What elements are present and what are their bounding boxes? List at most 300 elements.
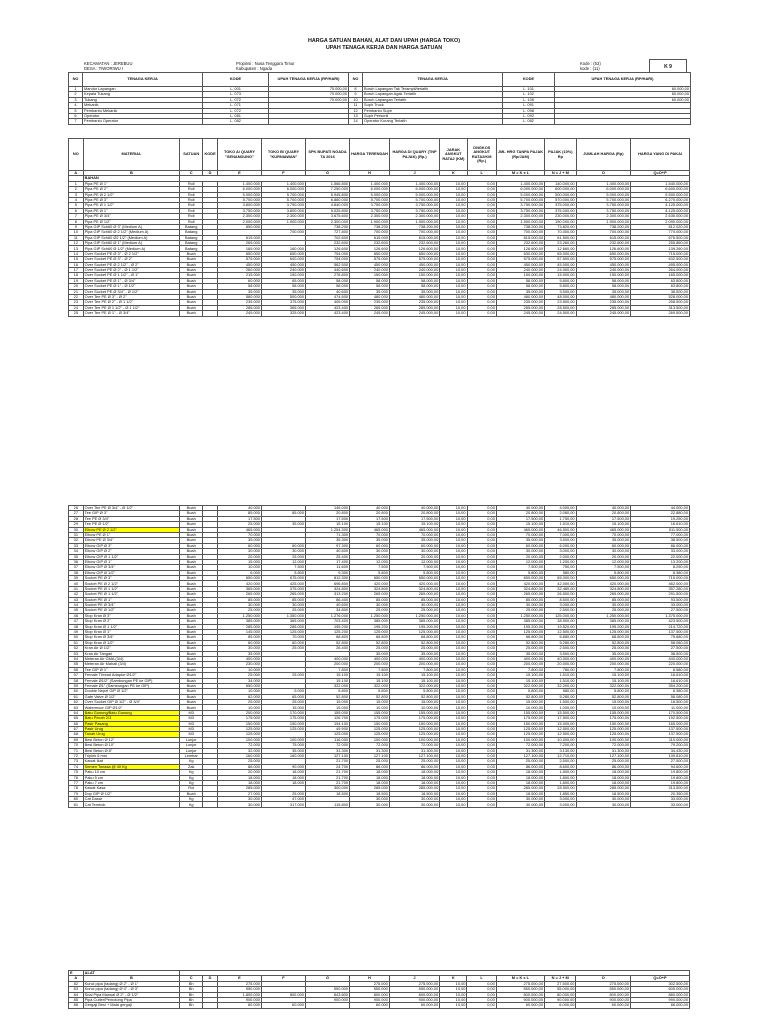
material-cell: 175.000 [217,716,261,721]
material-cell: 580.000 [217,294,261,299]
material-cell: 25.000 [261,608,305,613]
material-cell: 10.000,00 [576,705,631,710]
material-cell: Buah [180,532,203,537]
material-cell: Batang [180,241,203,246]
material-cell: 10,00 [440,192,467,197]
material-cell: 139.260,00 [631,246,690,251]
material-cell: 15.000 [306,700,350,705]
material-cell: 38.500,00 [631,651,690,656]
material-cell: 70.000 [350,532,390,537]
material-cell: 0,00 [467,662,496,667]
material-cell: 25.000 [350,608,390,613]
material-cell: Rol [180,786,203,791]
material-cell: 10,00 [440,511,467,516]
material-cell: 58.000,00 [496,284,544,289]
material-cell: 15.100 [306,678,350,683]
material-cell: 18.500 [306,791,350,796]
material-cell: Over Socket PE Ø 2 1/2" - Ø 2" [83,262,180,267]
labor-h-upah2: UPAH TENAGA KERJA (RP/HARI) [555,73,691,87]
material-cell: 700.000,00 [389,230,439,235]
material-cell: 16.610,00 [631,522,690,527]
material-cell: 190.000,00 [545,219,576,224]
material-cell [203,311,218,316]
material-cell: Semen Tonasa @ 40 Kg [83,764,180,769]
material-cell [203,802,218,807]
labor-code: L. 082 [503,119,555,124]
material-cell: 52.800,00 [496,694,544,699]
material-cell: 5.700.000 [350,197,390,202]
material-cell: 20.000,00 [389,554,439,559]
material-cell: 0,00 [467,565,496,570]
labor-wage: 70.000,00 [269,97,349,102]
labor-code: L. 071 [203,103,269,108]
material-cell: 385.000,00 [389,619,439,624]
material-cell: 30.000,00 [389,797,439,802]
material-cell: 12.710,00 [545,753,576,758]
material-cell: Kg [180,797,203,802]
material-cell: 20.800 [306,511,350,516]
material-cell: 650.000,00 [576,576,631,581]
material-cell: 0,00 [467,678,496,683]
labor-h-no2: NO [349,73,363,87]
material-cell: 25.000 [350,646,390,651]
material-cell: 58.000 [217,284,261,289]
material-cell: 650.000 [217,576,261,581]
material-cell: 86.400 [306,597,350,602]
material-cell: 0,00 [467,629,496,634]
material-cell: 63 [69,705,84,710]
material-cell: 200.000 [350,662,390,667]
material-cell: 7.500 [261,565,305,570]
material-cell: 0,00 [467,251,496,256]
material-cell: 35 [69,554,84,559]
material-cell: 35.000 [261,289,305,294]
material-cell: Roll [180,197,203,202]
material-cell: 480.000 [350,294,390,299]
material-cell: 27.500,00 [545,981,576,986]
material-cell: 40.600 [306,549,350,554]
material-cell: 30.000 [217,603,261,608]
material-cell: 7.500,00 [576,565,631,570]
material-cell: 195.200,00 [576,624,631,629]
material-cell: 6.000 [217,570,261,575]
material-cell: 7.800 [306,667,350,672]
material-cell: Over Socket PE Ø 1" - Ø 1/2" [83,284,180,289]
material-cell: 74 [69,764,84,769]
labor-h-kode: KODE [203,73,269,87]
material-cell: 615.000 [350,235,390,240]
material-cell: 10,00 [440,538,467,543]
column-letter: F [261,171,305,176]
material-cell: 900.000,00 [496,997,544,1002]
material-cell: 15.000,00 [496,700,544,705]
material-cell: 5 [69,203,84,208]
material-cell: 10,00 [440,208,467,213]
material-cell: 450.000,00 [389,262,439,267]
material-cell: M3 [180,710,203,715]
material-cell: 1.200,00 [545,559,576,564]
material-cell: 1.000,00 [545,705,576,710]
material-cell: 30.000 [217,802,261,807]
material-cell: 83 [69,987,84,992]
material-cell: Elbow GIP Ø 3" [83,543,180,548]
material-cell: 10.000 [350,705,390,710]
material-cell: 86.000,00 [576,764,631,769]
material-cell: 3.500,00 [545,538,576,543]
material-cell: 5.800,00 [496,570,544,575]
material-cell: 2.500,00 [545,759,576,764]
material-cell: 18.500,00 [389,791,439,796]
material-cell: 400.000,00 [389,656,439,661]
labor-no: 13 [349,113,363,118]
section-alat-label: ALAT [83,971,179,976]
material-cell: Stop Kran Ø 1/2" [83,640,180,645]
labor-code: L. 072 [203,97,269,102]
material-cell: 126.600 [350,246,390,251]
material-cell: 0,00 [467,224,496,229]
material-cell: 5.800,00 [389,689,439,694]
material-cell: 76 [69,775,84,780]
material-cell: 285.000,00 [389,305,439,310]
material-cell: 0,00 [467,532,496,537]
column-letter: O [576,976,631,981]
material-cell: 84 [69,992,84,997]
material-cell: 40.600 [306,603,350,608]
material-cell: 0,00 [467,187,496,192]
material-cell: 0,00 [467,603,496,608]
material-cell: 650.000,00 [496,576,544,581]
material-cell: 2.500,00 [545,608,576,613]
material-cell: 25.000 [261,700,305,705]
material-cell: 313.200 [306,592,350,597]
material-cell: 10 [69,230,84,235]
material-cell: Bh [180,1003,203,1008]
material-cell: 420.000,00 [576,581,631,586]
material-header-cell: PAJAK (10%) Rp [545,139,576,171]
material-cell: 0,00 [467,219,496,224]
material-cell: 46.500,00 [545,527,576,532]
material-cell: 6.380,00 [631,570,690,575]
material-cell: 93.500,00 [631,597,690,602]
material-cell: 200.000,00 [496,662,544,667]
material-cell: 35.000,00 [576,538,631,543]
material-cell: 23 [69,300,84,305]
material-cell: 3.000,00 [545,797,576,802]
material-cell: 35.000 [217,538,261,543]
material-cell: 30.000 [217,797,261,802]
material-cell: Female Thread Adaptor Ø1/2" [83,673,180,678]
labor-row [69,119,691,124]
material-cell: 385.000,00 [496,619,544,624]
material-cell: 58 [69,678,84,683]
material-cell: 52.800 [306,694,350,699]
material-cell: 19.250,00 [631,516,690,521]
material-cell: 85.000 [217,511,261,516]
material-cell: 35.000,00 [576,651,631,656]
material-cell: 2.530.000,00 [631,214,690,219]
labor-name: Pembantu Supir [363,108,503,113]
material-cell: 575.000,00 [576,257,631,262]
material-cell: 3.000,00 [545,549,576,554]
material-cell: 72.000 [350,743,390,748]
material-cell: Buah [180,705,203,710]
material-cell: 291.500,00 [631,592,690,597]
material-cell: Paku 10 cm [83,770,180,775]
material-cell: 800.000,00 [496,992,544,997]
material-cell: 26.500,00 [545,592,576,597]
material-cell: 1.800,00 [545,775,576,780]
material-cell: 27 [69,511,84,516]
material-cell: 5.700.000,00 [389,197,439,202]
material-cell: 738.200 [350,224,390,229]
material-cell: 3.000,00 [545,603,576,608]
material-cell: 10,00 [440,532,467,537]
material-cell: 0,00 [467,586,496,591]
material-cell: 2.300.000,00 [496,214,544,219]
material-cell: 145.000 [217,629,261,634]
material-cell: 5.800,00 [576,570,631,575]
material-cell: 18.000,00 [389,775,439,780]
material-cell: 59 [69,683,84,688]
material-cell: 20.800,00 [389,511,439,516]
material-cell: 39 [69,576,84,581]
material-cell: 235.000 [217,300,261,305]
material-cell: 18.000 [217,780,261,785]
labor-no: 7 [69,119,83,124]
material-cell: 3.750.000,00 [496,203,544,208]
material-cell: 63.800,00 [631,278,690,283]
material-cell: 285.000 [217,305,261,310]
material-cell: 165.000 [217,246,261,251]
material-cell: 232.600,00 [576,241,631,246]
material-cell: Gate Valve Ø 1/2" [83,694,180,699]
material-cell: 700.000,00 [576,230,631,235]
material-cell: Kunci pipa (tadang) Ø 4" - Ø 3" [83,987,179,992]
material-cell: 322.000,00 [576,683,631,688]
material-cell: 5.945.800 [306,192,350,197]
material-cell: 0,00 [467,197,496,202]
material-cell: 400.000 [306,656,350,661]
material-cell: 1.510,00 [545,673,576,678]
material-cell: 450.000,00 [576,262,631,267]
material-cell: Buah [180,635,203,640]
material-cell: 194.100 [306,721,350,726]
material-cell: 423.500,00 [631,619,690,624]
material-cell: Pipa PE Ø 1 1/2" [83,203,180,208]
material-cell: 0,00 [467,727,496,732]
material-cell: 285.000,00 [496,786,544,791]
material-cell: 33.000,00 [631,797,690,802]
material-cell: 7.500,00 [496,565,544,570]
material-cell: 700.000 [261,230,305,235]
labor-no: 10 [349,97,363,102]
material-cell: 15.100 [350,678,390,683]
material-cell: 265.000 [217,592,261,597]
material-cell: 77.000,00 [631,532,690,537]
material-cell: 26.400 [306,646,350,651]
material-cell: 240.000 [350,268,390,273]
material-cell: 40.000 [217,506,261,511]
material-cell: 17.500 [217,516,261,521]
material-cell: 78 [69,786,84,791]
labor-name: Mekanik [83,103,203,108]
material-cell: 600.000 [261,257,305,262]
material-cell: 0,00 [467,506,496,511]
material-cell: 812.300 [306,576,350,581]
material-cell: 6.000.000 [350,187,390,192]
material-cell: 18.500 [350,791,390,796]
material-cell: 52.800,00 [496,640,544,645]
material-cell: 738.200 [306,224,350,229]
material-cell: 160.000 [261,753,305,758]
material-cell: Socket PE Ø 1 1/2" [83,586,180,591]
material-cell: 12.500,00 [545,732,576,737]
material-cell: 30.000 [261,549,305,554]
material-cell: 170.500,00 [631,710,690,715]
material-cell: 52.800,00 [576,694,631,699]
material-cell: 12.000,00 [389,559,439,564]
material-cell: 0,00 [467,516,496,521]
material-cell [203,1003,218,1008]
material-cell: 0,00 [467,538,496,543]
material-cell: 160.000 [217,753,261,758]
material-cell: Tee PE Ø 3/4" [83,516,180,521]
material-cell: 675.000 [261,576,305,581]
material-cell: 10,00 [440,673,467,678]
labor-no: 6 [69,113,83,118]
material-cell: 17.500,00 [545,716,576,721]
material-cell: 0,00 [467,689,496,694]
material-cell: 5.800 [261,570,305,575]
material-cell: 125.000,00 [496,732,544,737]
material-cell: 61.500,00 [545,235,576,240]
material-cell: 18.500,00 [576,791,631,796]
material-cell: Buah [180,597,203,602]
material-cell: 85.000 [217,597,261,602]
material-cell: 3.750.000 [217,208,261,213]
material-cell: Lonjor [180,748,203,753]
material-cell: M3 [180,716,203,721]
labor-wage [555,119,691,124]
material-cell: Cat Tembok [83,802,180,807]
material-cell: 127.100,00 [496,753,544,758]
material-cell: 10,00 [440,678,467,683]
material-cell: 0,00 [467,311,496,316]
material-cell: Pipa GIP Sch60 Ø 1/2" (Medium A) [83,246,180,251]
material-cell: Snai Pipa Manual Ø 2" - Ø 1/2" [83,992,179,997]
column-letter: K [440,171,467,176]
material-cell: 125.000 [350,629,390,634]
material-cell: 5.700.000 [261,192,305,197]
material-cell: 28.500,00 [545,305,576,310]
material-cell: 265.000 [261,592,305,597]
material-cell: 34.800 [306,608,350,613]
material-cell: 18.000,00 [496,770,544,775]
material-cell: 17.500,00 [496,516,544,521]
material-cell: 1.250.000,00 [496,613,544,618]
material-cell: 10,00 [440,786,467,791]
material-cell: 0,00 [467,624,496,629]
material-cell: 650.000 [261,251,305,256]
section-bahan-label: BAHAN [83,176,180,181]
material-cell: 900.000 [349,997,389,1002]
material-cell: 62 [69,700,84,705]
material-cell: 240.000,00 [496,268,544,273]
material-cell: 20.000,00 [545,662,576,667]
material-cell: 375.000,00 [545,208,576,213]
material-cell: 500.000 [261,294,305,299]
material-cell: 10,00 [440,235,467,240]
material-cell: 650.000,00 [389,576,439,581]
material-cell: 12.000 [261,559,305,564]
material-cell: 25.000,00 [496,759,544,764]
material-cell: 265.000,00 [389,592,439,597]
material-cell: 10,00 [440,780,467,785]
material-cell: 0,00 [467,759,496,764]
material-cell: 140.000,00 [545,181,576,186]
material-cell: 5.500.000,00 [631,192,690,197]
material-cell: 12.660,00 [545,246,576,251]
material-cell: 423.400 [306,305,350,310]
material-cell: 2.000.000 [217,219,261,224]
document-page-1 [64,0,704,482]
material-cell: 85.000,00 [389,597,439,602]
material-cell: Kawat Kasa [83,786,180,791]
material-cell: 15.100,00 [389,522,439,527]
material-cell: Over Tee PE Ø 1 1/2" - Ø 1 1/2" [83,305,180,310]
material-cell: 75.680,00 [631,635,690,640]
material-cell: 0,00 [467,710,496,715]
material-cell: 5.800,00 [496,689,544,694]
material-cell: 30.000,00 [576,603,631,608]
material-cell: 0,00 [467,543,496,548]
material-cell: 0,00 [467,716,496,721]
material-cell: 240.000,00 [576,268,631,273]
material-cell: Kg [180,775,203,780]
material-cell: 85.000 [261,597,305,602]
material-cell: 10,00 [440,597,467,602]
material-cell: 285.000,00 [496,305,544,310]
material-cell: 575.000,00 [496,257,544,262]
material-cell: Elbow GIP Ø 1" [83,559,180,564]
material-cell: 0,00 [467,770,496,775]
material-cell: 34.430,00 [631,748,690,753]
labor-code: L. 092 [503,113,555,118]
labor-name: Supir Personil [363,113,503,118]
material-cell: 285.000,00 [389,786,439,791]
material-cell: 72.000 [217,743,261,748]
material-cell: 18 [69,273,84,278]
material-cell: 25.000,00 [576,608,631,613]
material-cell: 240.000 [261,268,305,273]
material-cell: Pipa PE Ø 1" [83,208,180,213]
material-cell: 0,00 [467,570,496,575]
material-cell: 70 [69,743,84,748]
column-letter: F [261,976,305,981]
material-cell: Over Socket PE Ø 3" - Ø 2 1/2" [83,251,180,256]
material-cell: 2.300.000 [217,214,261,219]
material-cell: 400.000 [217,656,261,661]
material-header-cell: SPK BUPATI NGADA TA 2016 [306,139,350,171]
material-cell: 1.400.000 [350,181,390,186]
material-cell: 44.000,00 [631,506,690,511]
material-cell: Elbow GIP Ø 1 1/2" [83,554,180,559]
material-cell: 10,00 [440,608,467,613]
material-cell: 285.000 [261,624,305,629]
material-cell: 6.000.000 [217,187,261,192]
material-cell: 245.000,00 [576,311,631,316]
material-cell: Buah [180,538,203,543]
